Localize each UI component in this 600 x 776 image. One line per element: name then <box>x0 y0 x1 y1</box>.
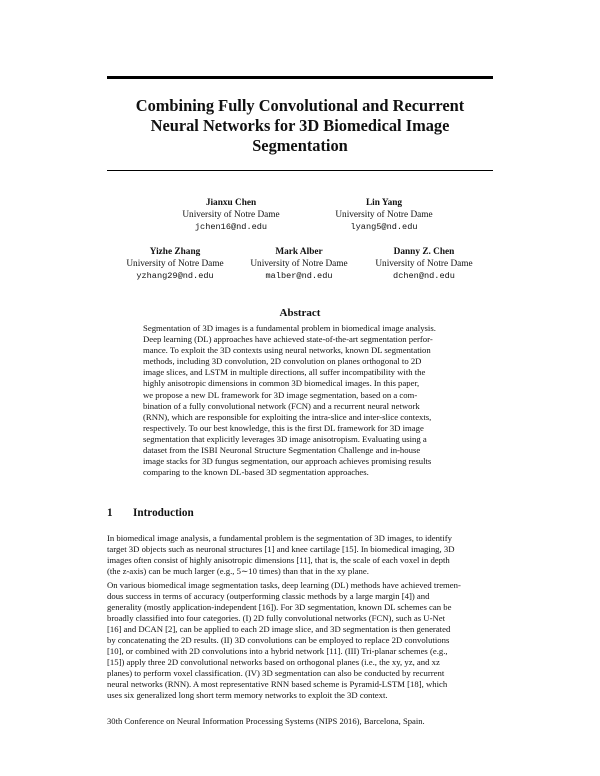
paragraph-line: target 3D objects such as neuronal structures [1] and knee cartilage [15]. In biomedical imaging, 3D <box>107 544 455 555</box>
author-name: Lin Yang <box>365 198 403 208</box>
title-line: Segmentation <box>252 136 348 155</box>
author-affiliation: University of Notre Dame <box>126 259 224 269</box>
paragraph-line: neural networks (RNN). A most representative RNN based scheme is Pyramid-LSTM [18], which <box>107 679 448 690</box>
author-email: jchen16@nd.edu <box>194 222 268 232</box>
paragraph-line: In biomedical image analysis, a fundamental problem is the segmentation of 3D images, to identify <box>107 533 452 543</box>
abstract-line: mance. To exploit the 3D contexts using neural networks, known DL segmentation <box>143 345 431 356</box>
paragraph-line: dous success in terms of accuracy (outperforming classic methods by a large margin [4]) and <box>107 591 430 602</box>
abstract-line: highly anisotropic dimensions in common 3D biomedical images. In this paper, <box>143 378 420 389</box>
conference-footer: 30th Conference on Neural Information Processing Systems (NIPS 2016), Barcelona, Spain. <box>107 716 425 726</box>
intro-paragraph-1 <box>107 533 493 577</box>
author-affiliation: University of Notre Dame <box>335 210 433 220</box>
intro-paragraph-2 <box>107 580 493 702</box>
abstract-line: methods, including 3D convolution, 2D convolution on planes orthogonal to 2D <box>143 356 422 367</box>
author-name: Mark Alber <box>275 247 323 257</box>
author-block-danny-chen <box>349 246 499 282</box>
section-number: 1 <box>107 507 113 519</box>
abstract-line: respectively. To our best knowledge, this is the first DL framework for 3D image <box>143 422 424 433</box>
abstract-line: (RNN), which are responsible for exploiting the intra-slice and inter-slice contexts, <box>143 411 432 422</box>
abstract-body <box>143 323 457 478</box>
title-top-rule <box>107 76 493 79</box>
abstract-line: bination of a fully convolutional network (FCN) and a recurrent neural network <box>143 400 420 411</box>
author-block-lin-yang <box>309 197 459 233</box>
abstract-line: image stacks for 3D fungus segmentation, our approach achieves promising results <box>143 456 432 467</box>
paper-title <box>100 96 500 156</box>
author-email: lyang5@nd.edu <box>350 222 418 232</box>
paragraph-line: uses six generalized long short term memory networks to exploit the 3D context. <box>107 690 388 701</box>
paragraph-line: by concatenating the 2D results. (II) 3D convolutions can be employed to replace 2D convolutions <box>107 635 450 646</box>
author-email: malber@nd.edu <box>265 271 333 281</box>
abstract-line: image slices, and LSTM in multiple directions, all suffer incompatibility with the <box>143 367 426 378</box>
abstract-line: we propose a new DL framework for 3D image segmentation, based on a com- <box>143 389 418 400</box>
paragraph-line: planes) to perform voxel classification. (IV) 3D segmentation can also be conducted by recurrent <box>107 668 445 679</box>
paragraph-line: On various biomedical image segmentation tasks, deep learning (DL) methods have achieved tremen- <box>107 580 461 590</box>
section-heading-introduction <box>107 507 194 519</box>
title-bottom-rule <box>107 170 493 171</box>
paragraph-line: generality (mostly application-independent [16]). For 3D segmentation, known DL schemes can be <box>107 602 452 613</box>
author-affiliation: University of Notre Dame <box>375 259 473 269</box>
abstract-heading: Abstract <box>279 307 321 319</box>
section-title: Introduction <box>133 507 194 519</box>
author-block-jianxu-chen <box>156 197 306 233</box>
paragraph-line: broadly classified into four categories. (I) 2D fully convolutional networks (FCN), such as U-Net <box>107 613 446 624</box>
author-name: Yizhe Zhang <box>149 247 201 257</box>
author-email: yzhang29@nd.edu <box>136 271 214 281</box>
abstract-line: Segmentation of 3D images is a fundamental problem in biomedical image analysis. <box>143 323 436 333</box>
paragraph-line: (the z-axis) can be much larger (e.g., 5∼10 times) than that in the xy plane. <box>107 566 369 577</box>
paragraph-line: images often consist of highly anisotropic dimensions [11], that is, the scale of each voxel in depth <box>107 555 450 566</box>
author-name: Jianxu Chen <box>205 198 257 208</box>
author-name: Danny Z. Chen <box>393 247 455 257</box>
paragraph-line: [10], or combined with 2D convolutions into a hybrid network [11]. (III) Tri-planar schemes (e.g., <box>107 646 448 657</box>
abstract-line: segmentation that explicitly leverages 3D image anisotropism. Evaluating using a <box>143 433 427 444</box>
paragraph-line: [16] and DCAN [2], can be applied to each 2D image slice, and 3D segmentation is then generated <box>107 624 451 635</box>
paragraph-line: [15]) apply three 2D convolutional networks based on orthogonal planes (i.e., the xy, yz, and xz <box>107 657 440 668</box>
author-email: dchen@nd.edu <box>393 271 455 281</box>
abstract-line: Deep learning (DL) approaches have achieved state-of-the-art segmentation perfor- <box>143 334 433 345</box>
title-line: Neural Networks for 3D Biomedical Image <box>150 116 450 135</box>
title-line: Combining Fully Convolutional and Recurrent <box>135 96 465 115</box>
abstract-line: dataset from the ISBI Neuronal Structure Segmentation Challenge and in-house <box>143 445 421 456</box>
author-affiliation: University of Notre Dame <box>250 259 348 269</box>
abstract-line: comparing to the known DL-based 3D segmentation approaches. <box>143 467 369 478</box>
author-affiliation: University of Notre Dame <box>182 210 280 220</box>
